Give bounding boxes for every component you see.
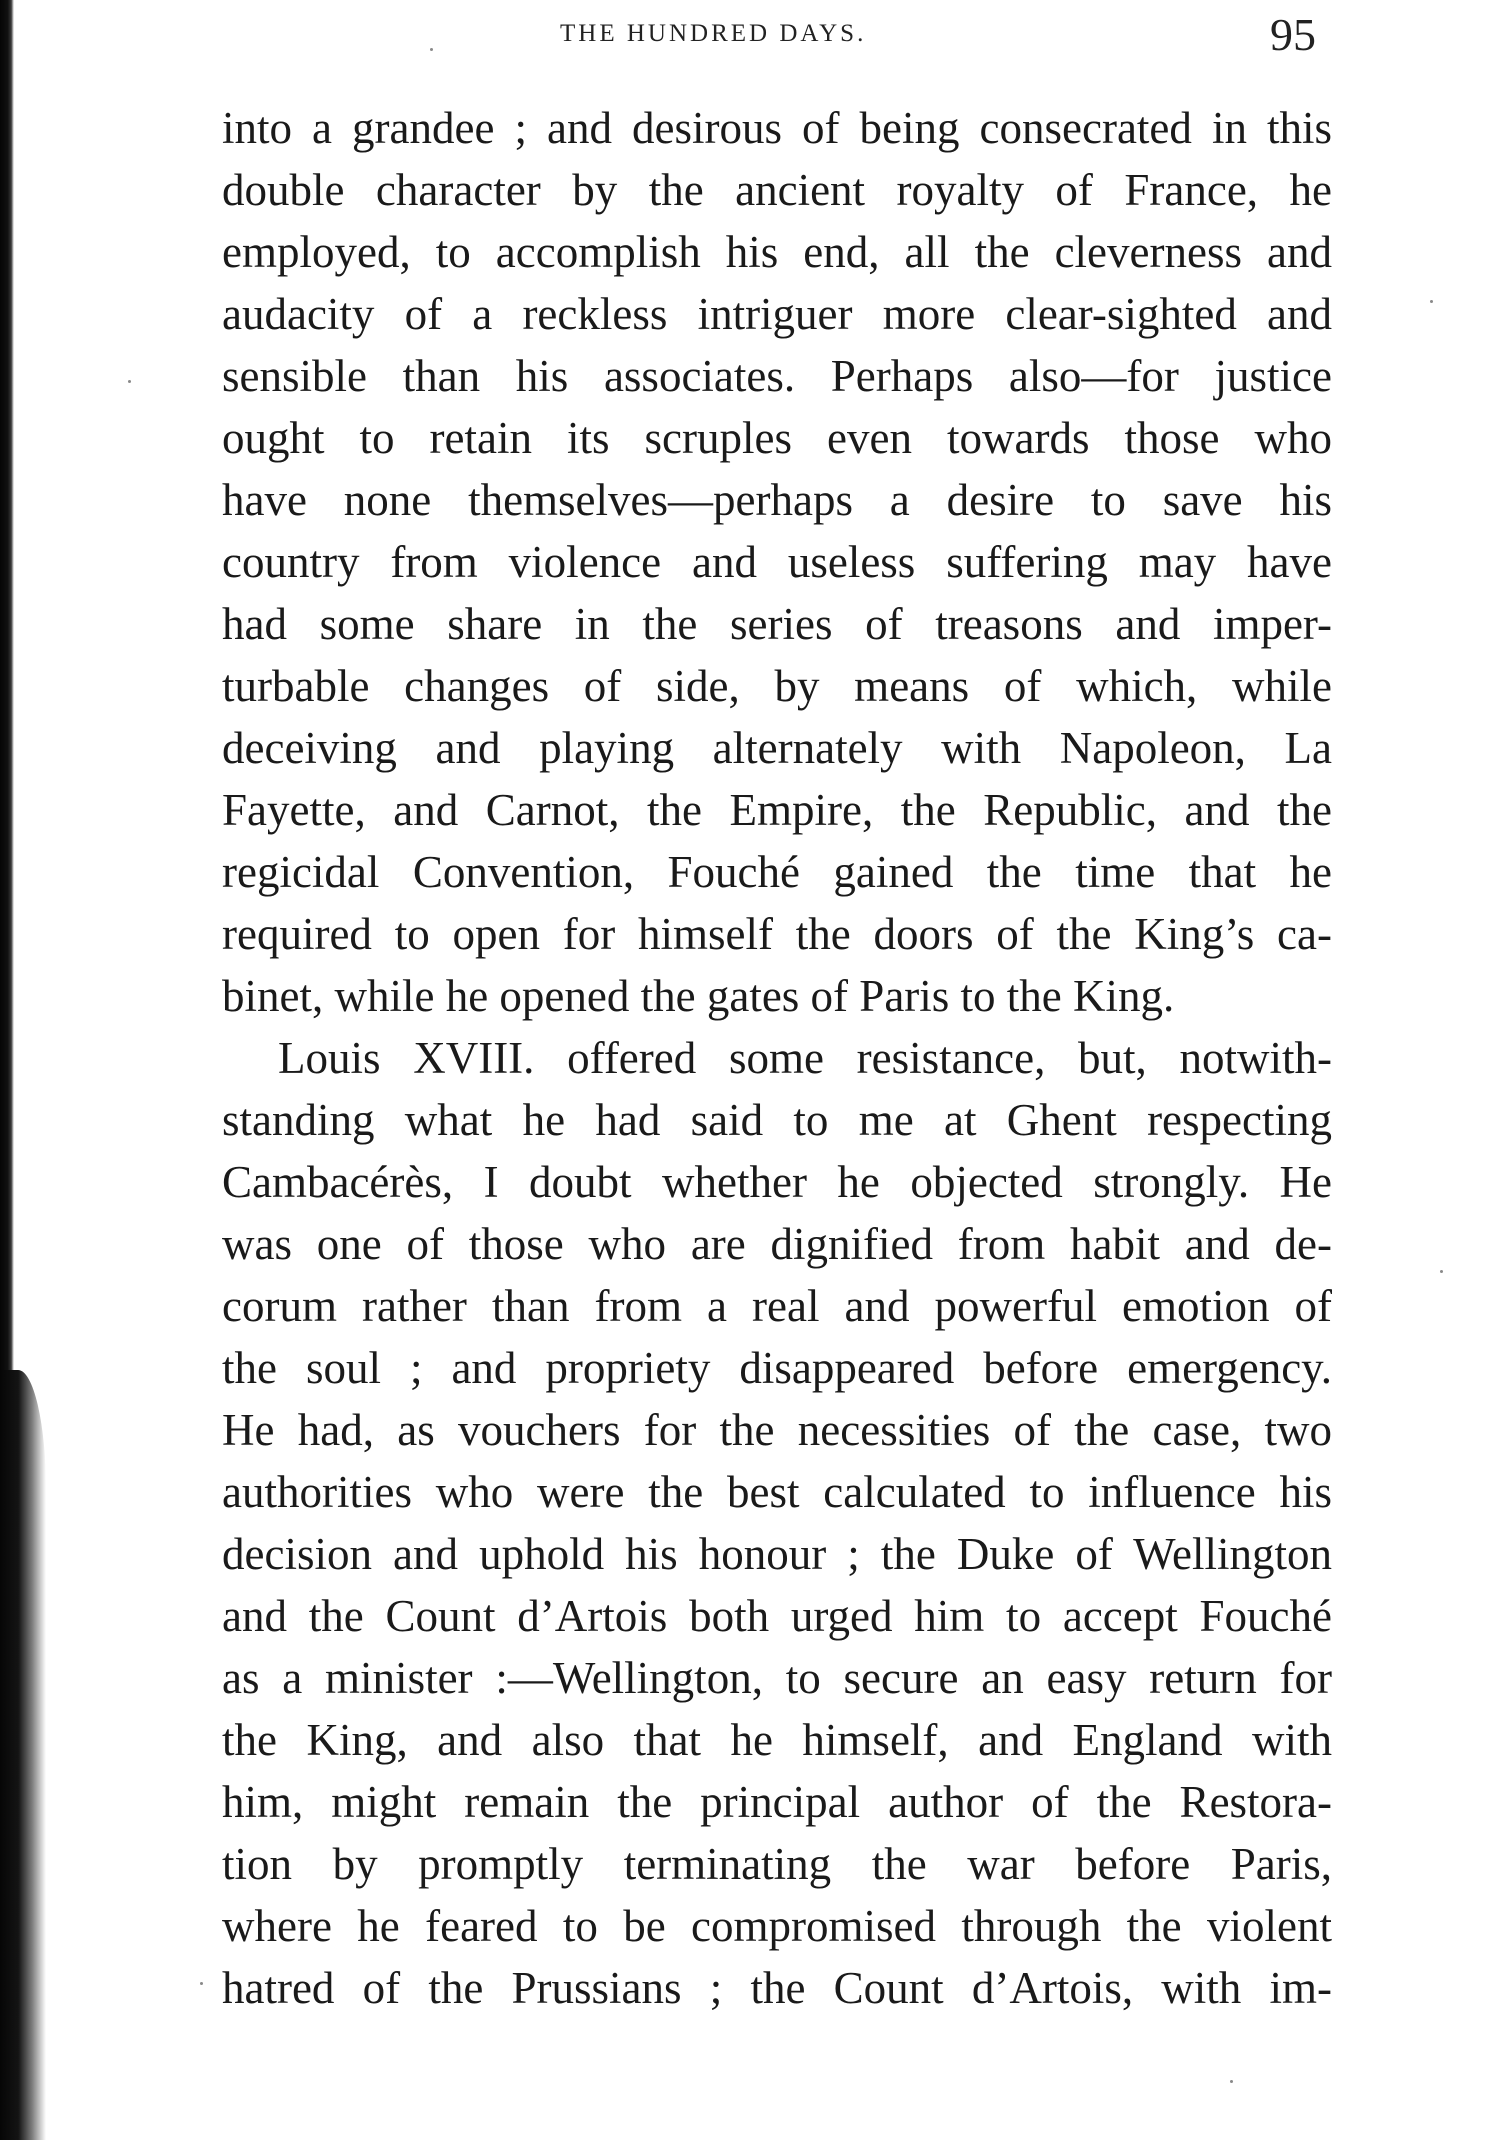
paper-speck: [128, 380, 131, 383]
text-line: decision and uphold his honour ; the Duke of Wellington: [222, 1529, 1332, 1579]
text-line: audacity of a reckless intriguer more clear-sighted and: [222, 289, 1332, 339]
text-line: Fayette, and Carnot, the Empire, the Republic, and the: [222, 785, 1332, 835]
paragraph-1: [222, 97, 1332, 1027]
running-title: THE HUNDRED DAYS.: [560, 20, 867, 47]
text-line: as a minister :—Wellington, to secure an easy return for: [222, 1653, 1332, 1703]
text-line: was one of those who are dignified from habit and de-: [222, 1219, 1332, 1269]
text-line: double character by the ancient royalty of France, he: [222, 165, 1332, 215]
page-number: 95: [1270, 9, 1316, 60]
paper-speck: [430, 48, 433, 51]
text-line: ought to retain its scruples even towards those who: [222, 413, 1332, 463]
text-line: have none themselves—perhaps a desire to save his: [222, 475, 1332, 525]
text-line: turbable changes of side, by means of which, while: [222, 661, 1332, 711]
page-binding-shadow: [0, 1370, 46, 2140]
paragraph-2: [222, 1027, 1332, 2019]
text-line: sensible than his associates. Perhaps also—for justice: [222, 351, 1332, 401]
text-line: employed, to accomplish his end, all the cleverness and: [222, 227, 1332, 277]
text-line: Louis XVIII. offered some resistance, but, notwith-: [278, 1033, 1332, 1083]
paper-speck: [1440, 1270, 1443, 1273]
text-line: binet, while he opened the gates of Paris to the King.: [222, 971, 1175, 1021]
text-line: country from violence and useless suffering may have: [222, 537, 1332, 587]
text-line: had some share in the series of treasons and imper-: [222, 599, 1332, 649]
text-line: tion by promptly terminating the war before Paris,: [222, 1839, 1332, 1889]
text-line: deceiving and playing alternately with Napoleon, La: [222, 723, 1332, 773]
text-line: standing what he had said to me at Ghent respecting: [222, 1095, 1332, 1145]
paper-speck: [1430, 300, 1433, 303]
text-line: the King, and also that he himself, and England with: [222, 1715, 1332, 1765]
text-line: required to open for himself the doors of the King’s ca-: [222, 909, 1332, 959]
text-line: Cambacérès, I doubt whether he objected strongly. He: [222, 1157, 1332, 1207]
page-header: [0, 8, 1504, 68]
text-line: corum rather than from a real and powerful emotion of: [222, 1281, 1332, 1331]
text-line: He had, as vouchers for the necessities of the case, two: [222, 1405, 1332, 1455]
text-line: into a grandee ; and desirous of being consecrated in this: [222, 103, 1332, 153]
text-line: where he feared to be compromised through the violent: [222, 1901, 1332, 1951]
text-line: authorities who were the best calculated to influence his: [222, 1467, 1332, 1517]
paper-speck: [1230, 2080, 1233, 2083]
text-line: the soul ; and propriety disappeared before emergency.: [222, 1343, 1332, 1393]
text-line: and the Count d’Artois both urged him to accept Fouché: [222, 1591, 1332, 1641]
text-line: hatred of the Prussians ; the Count d’Artois, with im-: [222, 1963, 1332, 2013]
text-line: regicidal Convention, Fouché gained the time that he: [222, 847, 1332, 897]
paper-speck: [200, 1982, 203, 1985]
body-text: [222, 97, 1332, 2019]
text-line: him, might remain the principal author of the Restora-: [222, 1777, 1332, 1827]
